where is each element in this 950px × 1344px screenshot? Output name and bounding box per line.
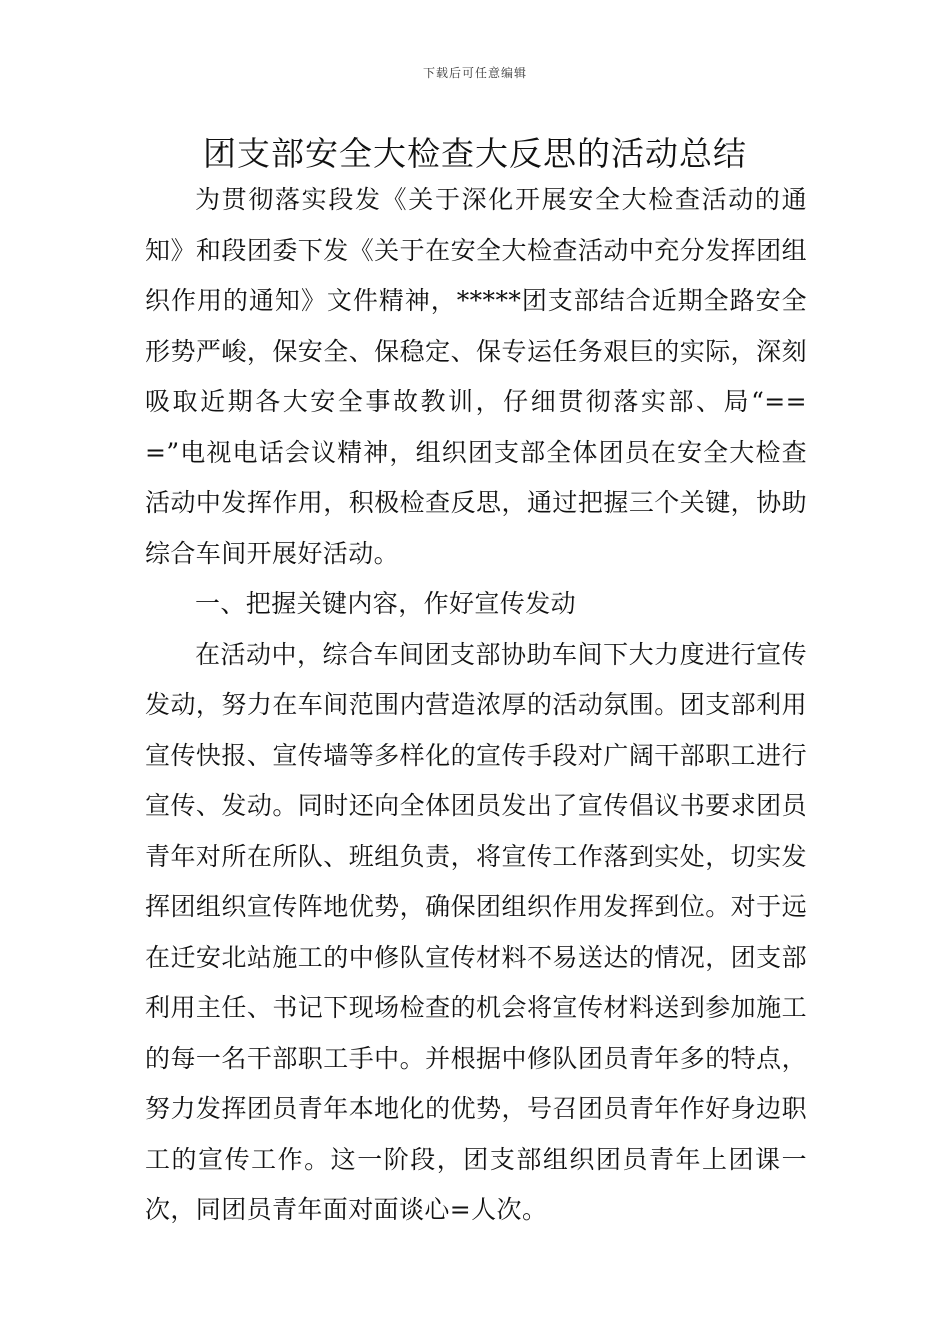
document-body (145, 175, 807, 1236)
body-paragraph: 在活动中，综合车间团支部协助车间下大力度进行宣传发动，努力在车间范围内营造浓厚的活动氛围。团支部利用宣传快报、宣传墙等多样化的宣传手段对广阔干部职工进行宣传、发动。同时还向全体团员发出了宣传倡议书要求团员青年对所在所队、班组负责，将宣传工作落到实处，切实发挥团组织宣传阵地优势，确保团组织作用发挥到位。对于远在迁安北站施工的中修队宣传材料不易送达的情况，团支部利用主任、书记下现场检查的机会将宣传材料送到参加施工的每一名干部职工手中。并根据中修队团员青年多的特点，努力发挥团员青年本地化的优势，号召团员青年作好身边职工的宣传工作。这一阶段，团支部组织团员青年上团课一次，同团员青年面对面谈心=人次。 (145, 639, 807, 1224)
section-heading: 一、把握关键内容，作好宣传发动 (195, 589, 577, 618)
header-note: 下载后可任意编辑 (422, 66, 527, 80)
document-title: 团支部安全大检查大反思的活动总结 (203, 134, 747, 173)
intro-paragraph: 为贯彻落实段发《关于深化开展安全大检查活动的通知》和段团委下发《关于在安全大检查活动中充分发挥团组织作用的通知》文件精神，*****团支部结合近期全路安全形势严峻，保安全、保稳定、保专运任务艰巨的实际，深刻吸取近期各大安全事故教训，仔细贯彻落实部、局“===”电视电话会议精神，组织团支部全体团员在安全大检查活动中发挥作用，积极检查反思，通过把握三个关键，协助综合车间开展好活动。 (145, 185, 807, 568)
